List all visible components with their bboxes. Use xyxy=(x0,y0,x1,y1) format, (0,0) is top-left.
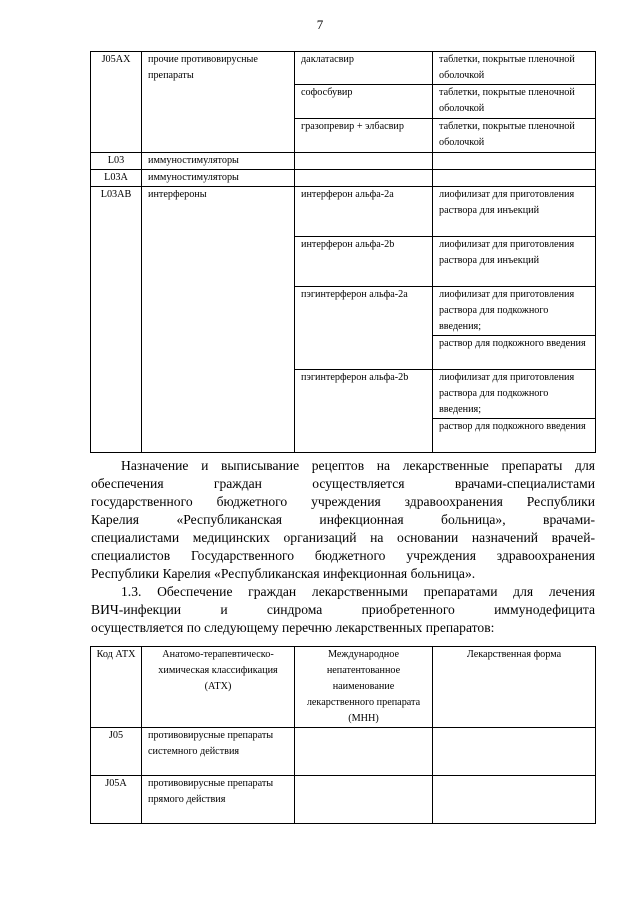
atc-group-cell: прочие противовирусные препараты xyxy=(142,52,295,153)
hiv-drug-table xyxy=(90,646,596,824)
atc-group-cell: иммуностимуляторы xyxy=(142,170,295,187)
atc-code-cell: L03 xyxy=(91,153,142,170)
page-number: 7 xyxy=(316,17,324,32)
dosage-form-cell: таблетки, покрытые пленочной оболочкой xyxy=(433,85,596,119)
paragraph-line: ВИЧ-инфекции и синдрома приобретенного иммунодефицита xyxy=(91,602,595,617)
paragraph-line: специалистами медицинских организаций на основании назначений врачей- xyxy=(91,530,595,545)
atc-group-cell: противовирусные препараты прямого действия xyxy=(142,776,295,824)
paragraph-line: осуществляется по следующему перечню лекарственных препаратов: xyxy=(91,620,495,635)
inn-cell xyxy=(295,776,433,824)
atc-code-cell: J05AX xyxy=(91,52,142,153)
table-row xyxy=(91,153,596,170)
atc-code-cell: J05 xyxy=(91,728,142,776)
table-row xyxy=(91,728,596,776)
prescription-paragraph xyxy=(91,457,595,583)
table-row xyxy=(91,776,596,824)
table-row xyxy=(91,187,596,237)
atc-group-cell: противовирусные препараты системного действия xyxy=(142,728,295,776)
inn-cell: софосбувир xyxy=(295,85,433,119)
paragraph-line: обеспечения граждан осуществляется врачами-специалистами xyxy=(91,476,595,491)
atc-code-cell: L03A xyxy=(91,170,142,187)
atc-group-cell: интерфероны xyxy=(142,187,295,453)
paragraph-line: государственного бюджетного учреждения здравоохранения Республики xyxy=(91,494,595,509)
dosage-form-cell: раствор для подкожного введения xyxy=(433,419,596,453)
inn-cell xyxy=(295,728,433,776)
dosage-form-cell: лиофилизат для приготовления раствора для инъекций xyxy=(433,187,596,237)
paragraph-line: специалистов Государственного бюджетного учреждения здравоохранения xyxy=(91,548,595,563)
dosage-form-cell xyxy=(433,728,596,776)
inn-cell: пэгинтерферон альфа-2b xyxy=(295,370,433,453)
dosage-form-cell: лиофилизат для приготовления раствора для инъекций xyxy=(433,237,596,287)
table-row xyxy=(91,170,596,187)
header-dosage-form: Лекарственная форма xyxy=(433,647,596,728)
dosage-form-cell: таблетки, покрытые пленочной оболочкой xyxy=(433,119,596,153)
header-atc-code: Код АТХ xyxy=(91,647,142,728)
atc-code-cell: L03AB xyxy=(91,187,142,453)
inn-cell xyxy=(295,170,433,187)
dosage-form-cell xyxy=(433,776,596,824)
dosage-form-cell: лиофилизат для приготовления раствора для подкожного введения; xyxy=(433,287,596,336)
inn-cell: интерферон альфа-2а xyxy=(295,187,433,237)
section-1-3-paragraph xyxy=(91,583,595,637)
inn-cell: даклатасвир xyxy=(295,52,433,85)
drug-table-continued xyxy=(90,51,596,453)
header-inn: Международное непатентованное наименование лекарственного препарата (МНН) xyxy=(295,647,433,728)
inn-cell: гразопревир + элбасвир xyxy=(295,119,433,153)
paragraph-line: 1.3. Обеспечение граждан лекарственными препаратами для лечения xyxy=(121,584,595,599)
dosage-form-cell xyxy=(433,170,596,187)
table-header-row xyxy=(91,647,596,728)
atc-code-cell: J05A xyxy=(91,776,142,824)
dosage-form-cell: лиофилизат для приготовления раствора для подкожного введения; xyxy=(433,370,596,419)
header-atc-classification: Анатомо-терапевтическо-химическая классификация (АТХ) xyxy=(142,647,295,728)
dosage-form-cell: таблетки, покрытые пленочной оболочкой xyxy=(433,52,596,85)
inn-cell xyxy=(295,153,433,170)
dosage-form-cell: раствор для подкожного введения xyxy=(433,336,596,370)
inn-cell: пэгинтерферон альфа-2а xyxy=(295,287,433,370)
paragraph-line: Карелия «Республиканская инфекционная больница», врачами- xyxy=(91,512,595,527)
atc-group-cell: иммуностимуляторы xyxy=(142,153,295,170)
paragraph-line: Республики Карелия «Республиканская инфекционная больница». xyxy=(91,566,476,581)
dosage-form-cell xyxy=(433,153,596,170)
paragraph-line: Назначение и выписывание рецептов на лекарственные препараты для xyxy=(121,458,595,473)
table-row xyxy=(91,52,596,85)
inn-cell: интерферон альфа-2b xyxy=(295,237,433,287)
